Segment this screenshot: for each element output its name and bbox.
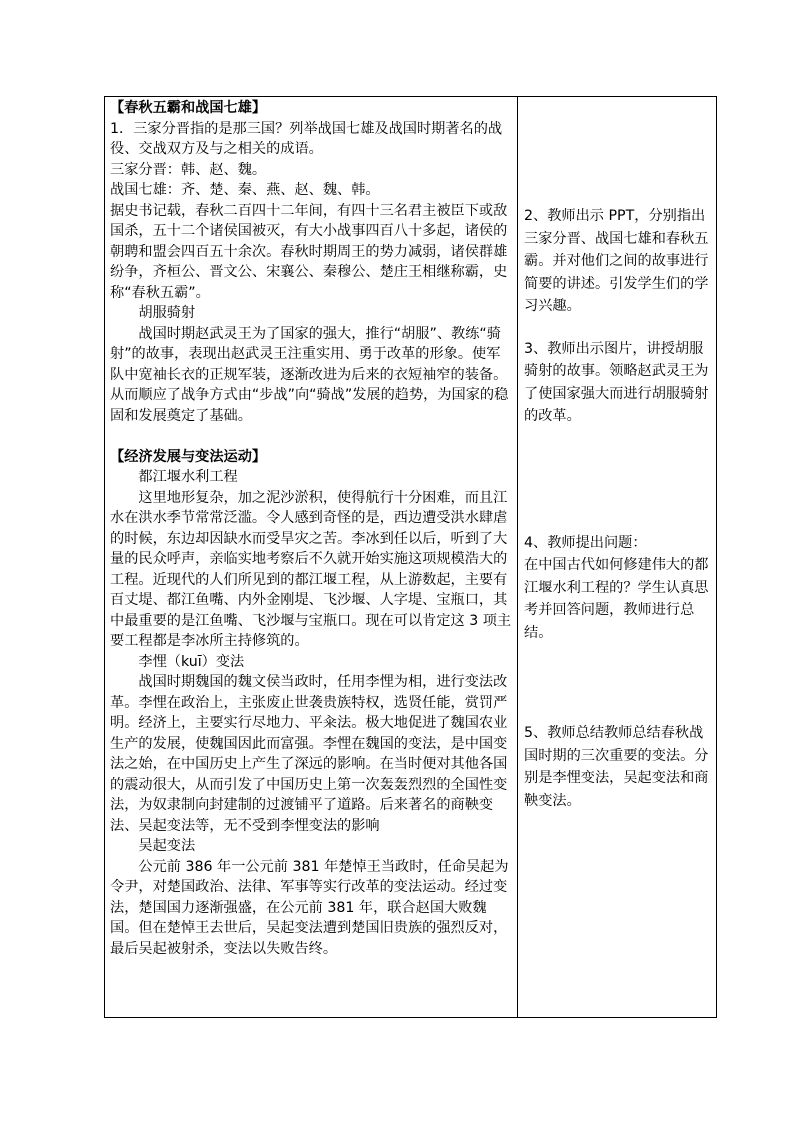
answer-three-families: 三家分晋：韩、赵、魏。 — [110, 161, 267, 178]
note-2: 2、教师出示 PPT，分别指出三家分晋、战国七雄和春秋五霸。并对他们之间的故事进行简要的讲述。引发学生们的学习兴趣。 — [524, 208, 709, 314]
paragraph-spring-autumn: 据史书记载，春秋二百四十二年间，有四十三名君主被臣下或敌国杀，五十二个诸侯国被灭，有大小战事四百八十多起，诸侯的朝聘和盟会四百五十余次。春秋时期周王的势力减弱，诸侯群雄纷争，齐桓公、晋文公、宋襄公、秦穆公、楚庄王相继称霸，史称“春秋五霸”。 — [110, 202, 508, 301]
subheading-likui-reform: 李悝（kuī）变法 — [138, 653, 245, 670]
content-column — [110, 98, 512, 959]
section-title-spring-autumn: 【春秋五霸和战国七雄】 — [110, 100, 267, 116]
section-title-economy: 【经济发展与变法运动】 — [110, 448, 267, 465]
note-5: 5、教师总结教师总结春秋战国时期的三次重要的变法。分别是李悝变法，吴起变法和商鞅变法。 — [524, 725, 709, 809]
note-4-question: 4、教师提出问题： — [524, 534, 647, 551]
paragraph-dujiangyan: 这里地形复杂，加之泥沙淤积，使得航行十分困难，而且江水在洪水季节常常泛滥。令人感到奇怪的是，西边遭受洪水肆虐的时候，东边却因缺水而受旱灾之苦。李冰到任以后，听到了大量的民众呼声，亲临实地考察后不久就开始实施这项规模浩大的工程。近现代的人们所见到的都江堰工程，从上游数起，主要有百丈堤、都江鱼嘴、内外金刚堤、飞沙堰、人字堤、宝瓶口，其中最重要的是江鱼嘴、飞沙堰与宝瓶口。现在可以肯定这 3 项主要工程都是李冰所主持修筑的。 — [110, 489, 512, 649]
spacer — [110, 426, 512, 447]
question-text: 1．三家分晋指的是那三国？列举战国七雄及战国时期著名的战役、交战双方及与之相关的成语。 — [110, 120, 503, 157]
note-3: 3、教师出示图片，讲授胡服骑射的故事。领略赵武灵王为了使国家强大而进行胡服骑射的改革。 — [524, 340, 709, 424]
paragraph-hufu-qishe: 战国时期赵武灵王为了国家的强大，推行“胡服”、教练“骑射”的故事，表现出赵武灵王注重实用、勇于改革的形象。使军队中宽袖长衣的正规军装，逐渐改进为后来的衣短袖窄的装备。从而顺应了战争方式由“步战”向“骑战”发展的趋势，为国家的稳固和发展奠定了基础。 — [110, 325, 509, 424]
subheading-wuqi-reform: 吴起变法 — [138, 838, 196, 854]
paragraph-wuqi-reform: 公元前 386 年一公元前 381 年楚悼王当政时，任命吴起为令尹，对楚国政治、法律、军事等实行改革的变法运动。经过变法，楚国国力逐渐强盛，在公元前 381 年，联合赵国大败魏国。但在楚悼王去世后，吴起变法遭到楚国旧贵族的强烈反对，最后吴起被射杀，变法以失败告终。 — [110, 858, 509, 957]
column-divider — [517, 97, 518, 1017]
subheading-hufu-qishe: 胡服骑射 — [138, 305, 196, 321]
subheading-dujiangyan: 都江堰水利工程 — [138, 469, 238, 485]
answer-seven-states: 战国七雄：齐、楚、秦、燕、赵、魏、韩。 — [110, 182, 380, 198]
teacher-notes-column — [524, 97, 712, 812]
paragraph-likui-reform: 战国时期魏国的魏文侯当政时，任用李悝为相，进行变法改革。李悝在政治上，主张废止世袭贵族特权，选贤任能，赏罚严明。经济上，主要实行尽地力、平籴法。极大地促进了魏国农业生产的发展，使魏国因此而富强。李悝在魏国的变法，是中国变法之始，在中国历史上产生了深远的影响。在当时便对其他各国的震动很大，从而引发了中国历史上第一次轰轰烈烈的全国性变法，为奴隶制向封建制的过渡铺平了道路。后来著名的商鞅变法、吴起变法等，无不受到李悝变法的影响 — [110, 674, 508, 834]
lesson-table — [104, 96, 717, 1018]
note-4-detail: 在中国古代如何修建伟大的都江堰水利工程的？学生认真思考并回答问题，教师进行总结。 — [524, 557, 709, 641]
